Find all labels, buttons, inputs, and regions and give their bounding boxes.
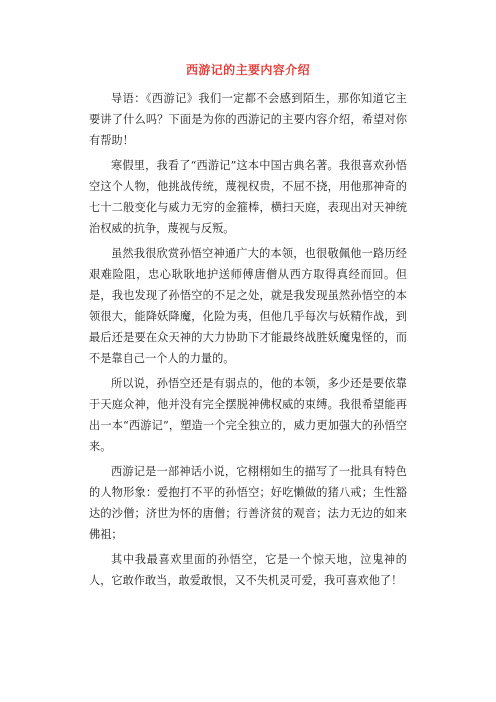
paragraph-1: 寒假里，我看了“西游记”这本中国古典名著。我很喜欢孙悟空这个人物，他挑战传统，蔑视权贵，不屈不挠，用他那神奇的七十二般变化与威力无穷的金箍棒，横扫天庭，表现出对天神统治权威的抗争，蔑视与反叛。 — [89, 159, 407, 235]
paragraph-5: 其中我最喜欢里面的孙悟空，它是一个惊天地，泣鬼神的人，它敢作敢当，敢爱敢恨，又不失机灵可爱，我可喜欢他了！ — [89, 553, 407, 587]
paragraph-2: 虽然我很欣赏孙悟空神通广大的本领，也很敬佩他一路历经艰难险阻，忠心耿耿地护送师傅唐僧从西方取得真经而回。但是，我也发现了孙悟空的不足之处，就是我发现虽然孙悟空的本领很大，能降妖降魔，化险为夷，但他几乎每次与妖精作战，到最后还是要在众天神的大力协助下才能最终战胜妖魔鬼怪的，而不是靠自己一个人的力量的。 — [89, 247, 407, 365]
document-body — [89, 88, 407, 595]
paragraph-intro: 导语：《西游记》我们一定都不会感到陌生，那你知道它主要讲了什么吗？下面是为你的西游记的主要内容介绍，希望对你有帮助！ — [89, 92, 407, 147]
paragraph-4: 西游记是一部神话小说，它栩栩如生的描写了一批具有特色的人物形象：爱抱打不平的孙悟空；好吃懒做的猪八戒；生性豁达的沙僧；济世为怀的唐僧；行善济贫的观音；法力无边的如来佛祖； — [89, 465, 407, 541]
paragraph-3: 所以说，孙悟空还是有弱点的，他的本领，多少还是要依靠于天庭众神，他并没有完全摆脱神佛权威的束缚。我很希望能再出一本“西游记”，塑造一个完全独立的，威力更加强大的孙悟空来。 — [89, 377, 407, 453]
document-title: 西游记的主要内容介绍 — [185, 63, 310, 77]
